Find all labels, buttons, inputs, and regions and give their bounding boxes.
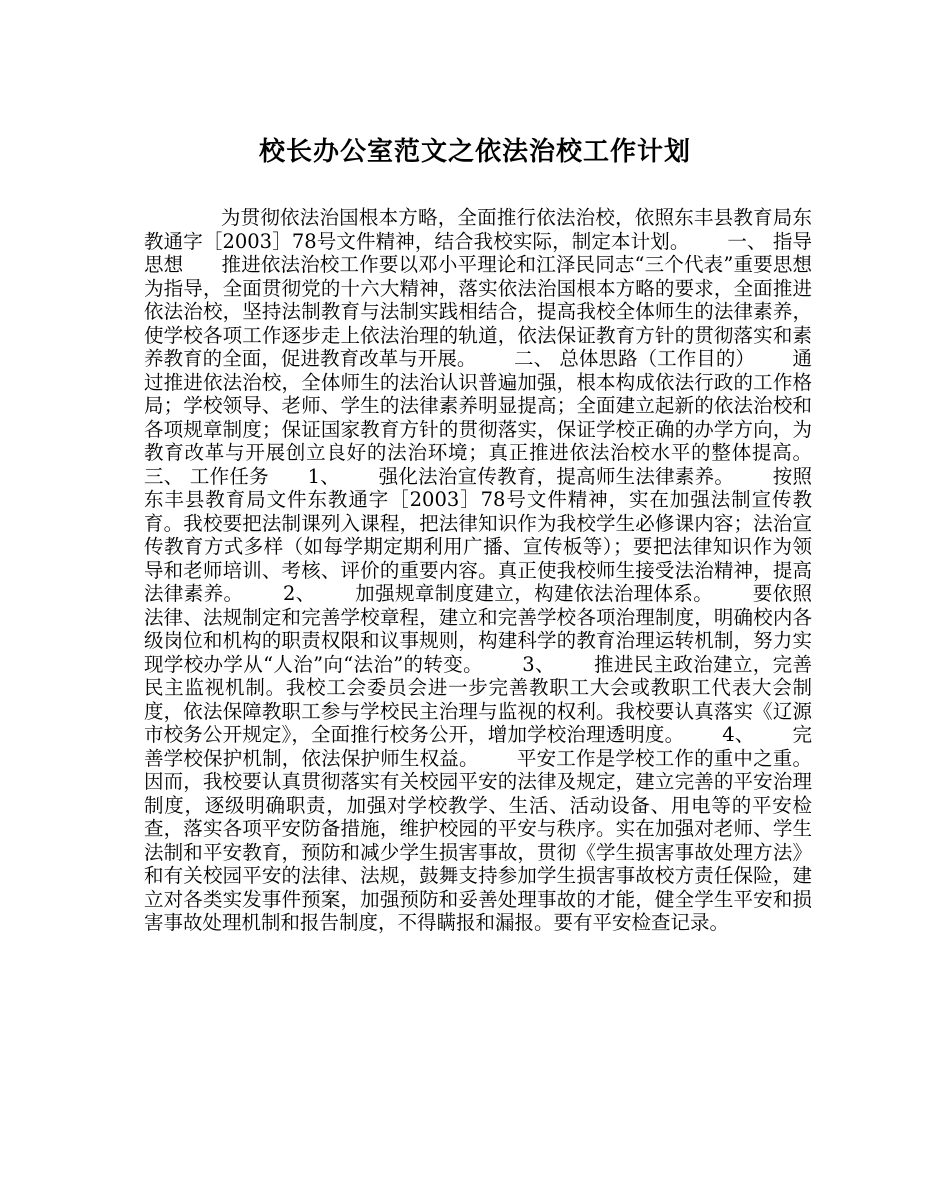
document-title: 校长办公室范文之依法治校工作计划 (258, 137, 691, 167)
document-body: 为贯彻依法治国根本方略，全面推行依法治校，依照东丰县教育局东教通字［2003］78号文件精神，结合我校实际，制定本计划。 一、 指导思想 推进依法治校工作要以邓小平理论和江泽民同志“三个代表”重要思想为指导，全面贯彻党的十六大精神，落实依法治国根本方略的要求，全面推进依法治校，坚持法制教育与法制实践相结合，提高我校全体师生的法律素养，使学校各项工作逐步走上依法治理的轨道，依法保证教育方针的贯彻落实和素养教育的全面，促进教育改革与开展。 二、 总体思路（工作目的） 通过推进依法治校，全体师生的法治认识普遍加强，根本构成依法行政的工作格局；学校领导、老师、学生的法律素养明显提高；全面建立起新的依法治校和各项规章制度；保证国家教育方针的贯彻落实，保证学校正确的办学方向，为教育改革与开展创立良好的法治环境；真正推进依法治校水平的整体提高。 三、 工作任务 1、 强化法治宣传教育，提高师生法律素养。 按照东丰县教育局文件东教通字［2003］78号文件精神，实在加强法制宣传教育。我校要把法制课列入课程，把法律知识作为我校学生必修课内容；法治宣传教育方式多样（如每学期定期利用广播、宣传板等）；要把法律知识作为领导和老师培训、考核、评价的重要内容。真正使我校师生接受法治精神，提高法律素养。 2、 加强规章制度建立，构建依法治理体系。 要依照法律、法规制定和完善学校章程，建立和完善学校各项治理制度，明确校内各级岗位和机构的职责权限和议事规则，构建科学的教育治理运转机制，努力实现学校办学从“人治”向“法治”的转变。 3、 推进民主政治建立，完善民主监视机制。我校工会委员会进一步完善教职工大会或教职工代表大会制度，依法保障教职工参与学校民主治理与监视的权利。我校要认真落实《辽源市校务公开规定》，全面推行校务公开，增加学校治理透明度。 4、 完善学校保护机制，依法保护师生权益。 平安工作是学校工作的重中之重。因而，我校要认真贯彻落实有关校园平安的法律及规定，建立完善的平安治理制度，逐级明确职责，加强对学校教学、生活、活动设备、用电等的平安检查，落实各项平安防备措施，维护校园的平安与秩序。实在加强对老师、学生法制和平安教育，预防和减少学生损害事故，贯彻《学生损害事故处理方法》和有关校园平安的法律、法规，鼓舞支持参加学生损害事故校方责任保险，建立对各类实发事件预案，加强预防和妥善处理事故的才能，健全学生平安和损害事故处理机制和报告制度，不得瞒报和漏报。要有平安检查记录。 (144, 206, 850, 934)
